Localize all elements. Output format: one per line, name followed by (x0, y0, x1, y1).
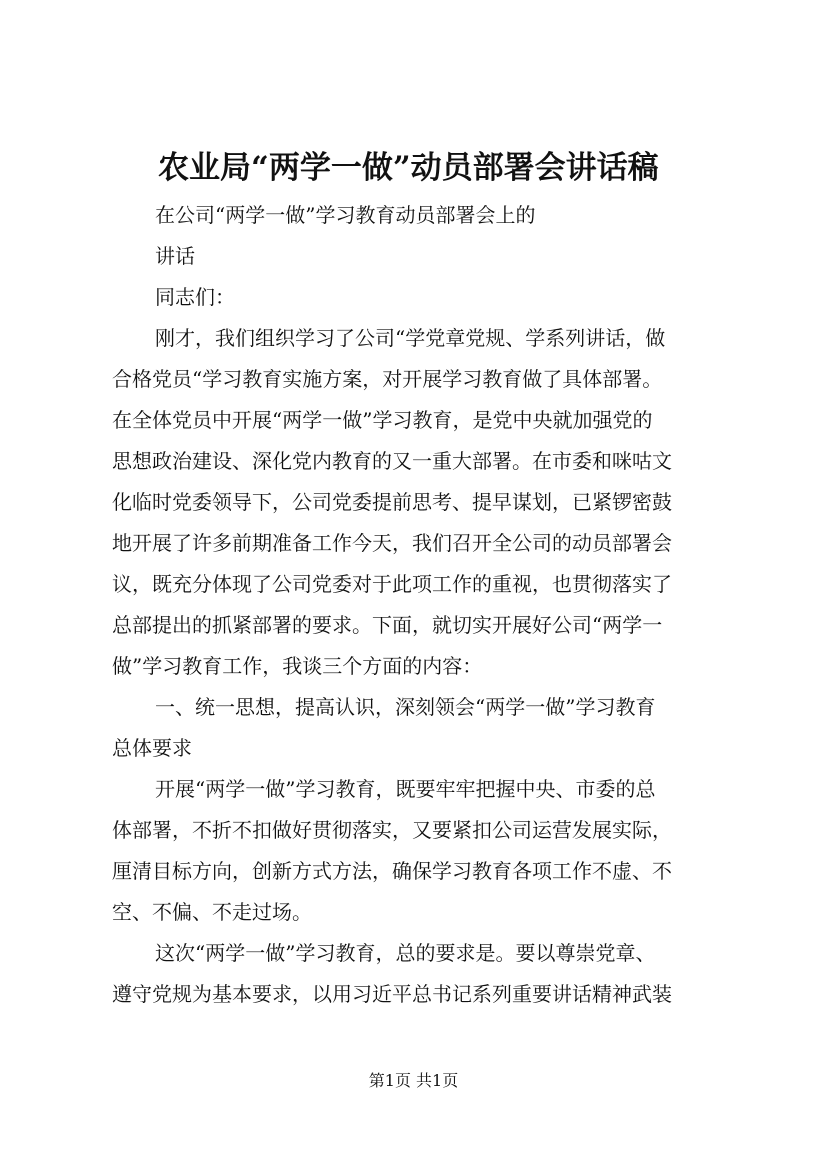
paragraph-line: 总部提出的抓紧部署的要求。下面，就切实开展好公司“两学一 (112, 613, 663, 637)
paragraph-line: 遵守党规为基本要求，以用习近平总书记系列重要讲话精神武装 (112, 982, 672, 1006)
subtitle-line-1: 在公司“两学一做”学习教育动员部署会上的 (155, 203, 536, 227)
page-footer: 第1页 共1页 (368, 1071, 459, 1090)
paragraph-line: 厘清目标方向，创新方式方法，确保学习教育各项工作不虚、不 (112, 859, 672, 883)
section-heading-line: 一、统一思想，提高认识，深刻领会“两学一做”学习教育 (155, 695, 656, 719)
paragraph-line: 刚才，我们组织学习了公司“学党章党规、学系列讲话，做 (155, 326, 666, 350)
paragraph-line: 地开展了许多前期准备工作今天，我们召开全公司的动员部署会 (112, 531, 672, 555)
document-title: 农业局“两学一做”动员部署会讲话稿 (158, 150, 659, 186)
greeting-line: 同志们： (155, 285, 235, 309)
paragraph-line: 思想政治建设、深化党内教育的又一重大部署。在市委和咪咕文 (112, 449, 672, 473)
subtitle-line-2: 讲话 (155, 244, 195, 268)
paragraph-line: 议，既充分体现了公司党委对于此项工作的重视，也贯彻落实了 (112, 572, 672, 596)
document-body (112, 195, 724, 1015)
paragraph-line: 做”学习教育工作，我谈三个方面的内容： (112, 654, 483, 678)
paragraph-line: 这次“两学一做”学习教育，总的要求是。要以尊崇党章、 (155, 941, 656, 965)
paragraph-line: 合格党员“学习教育实施方案，对开展学习教育做了具体部署。 (112, 367, 663, 391)
paragraph-line: 在全体党员中开展“两学一做”学习教育，是党中央就加强党的 (112, 408, 653, 432)
paragraph-line: 开展“两学一做”学习教育，既要牢牢把握中央、市委的总 (155, 777, 656, 801)
paragraph-line: 化临时党委领导下，公司党委提前思考、提早谋划，已紧锣密鼓 (112, 490, 672, 514)
paragraph-line: 空、不偏、不走过场。 (112, 900, 312, 924)
paragraph-line: 体部署，不折不扣做好贯彻落实，又要紧扣公司运营发展实际， (112, 818, 672, 842)
section-heading-line: 总体要求 (112, 736, 192, 760)
